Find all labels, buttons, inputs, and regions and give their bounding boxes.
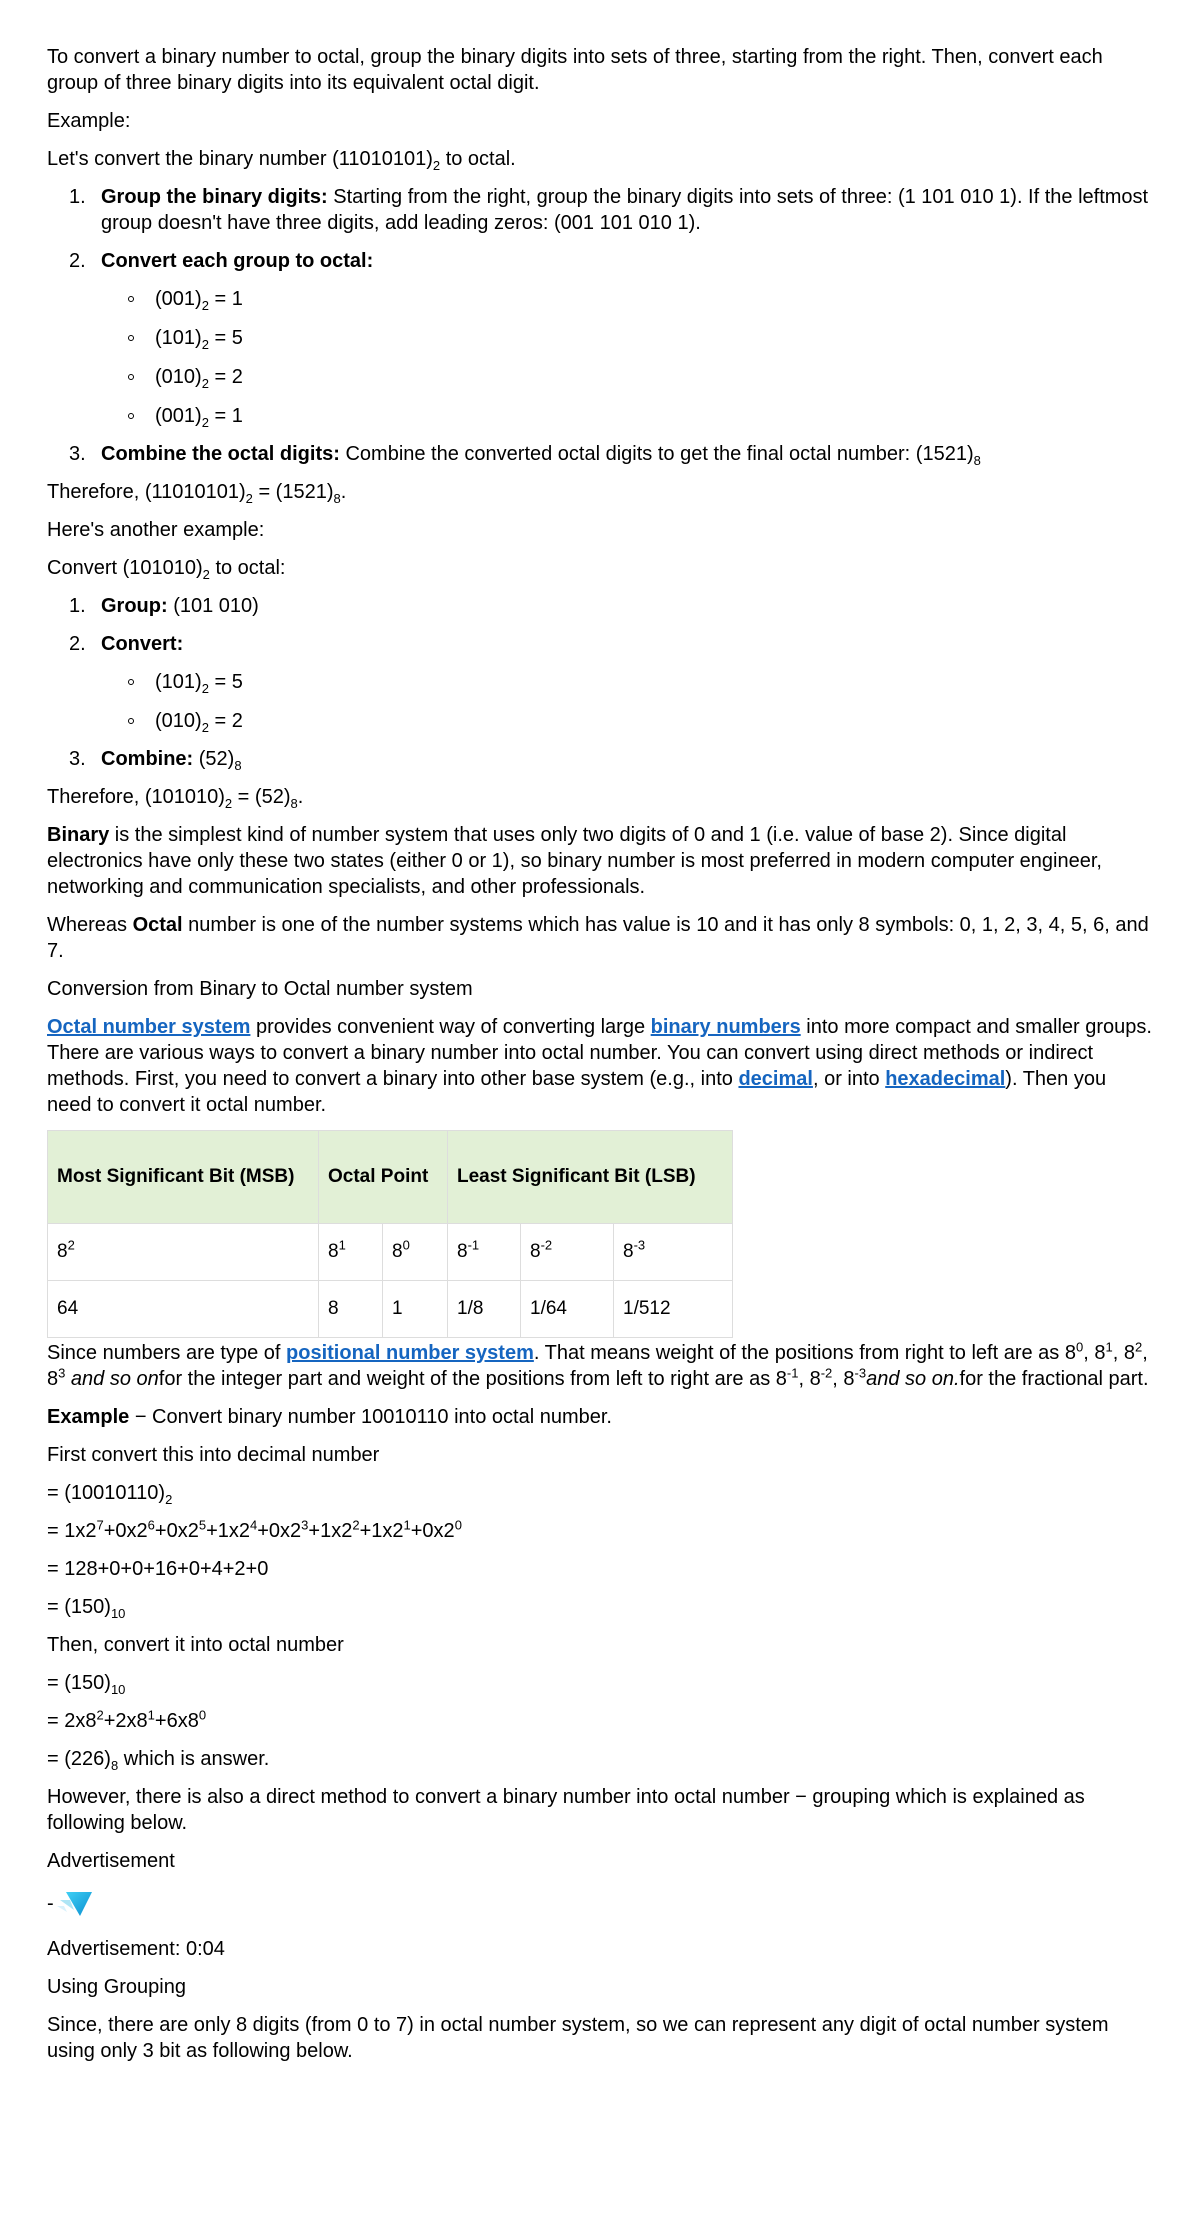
binary-paragraph: Binary is the simplest kind of number system that uses only two digits of 0 and 1 (i.e. value of base 2). Since digital electronics have only these two states (either 0 or 1), so binary number is most preferred in modern computer engineer, networking and communication specialists, and other professionals. — [47, 824, 1102, 898]
example1-steps — [47, 184, 1152, 467]
table-header-msb: Most Significant Bit (MSB) — [48, 1131, 319, 1224]
table-cell: 8 — [319, 1281, 383, 1338]
then-convert-text: Then, convert it into octal number — [47, 1634, 344, 1656]
bullet-icon — [128, 718, 134, 724]
table-cell: $8^2$ — [48, 1224, 319, 1281]
step-number: 3. — [69, 748, 86, 770]
step-number: 1. — [69, 595, 86, 617]
octal-number-system-link[interactable]: Octal number system — [47, 1016, 251, 1038]
calc-line: = $2x8^2+2x8^1+6x8^0$ — [47, 1707, 207, 1732]
calc-line: = $1x2^7+0x2^6+0x2^5+1x2^4+0x2^3+1x2^2+1x2^1+0x2^0$ — [47, 1517, 462, 1542]
subscript: 2 — [432, 158, 441, 173]
grouping-paragraph: Since, there are only 8 digits (from 0 to 7) in octal number system, so we can represent any digit of octal number system using only 3 bit as following below. — [47, 2014, 1109, 2062]
conversion-heading: Conversion from Binary to Octal number system — [47, 978, 473, 1000]
list-item: $(101)_2 = 5$ — [101, 325, 1152, 351]
example1-step-convert — [47, 248, 1152, 429]
step-title: Convert: — [101, 633, 184, 655]
octal-paragraph: Whereas Octal number is one of the number systems which has value is 10 and it has only 8 symbols: 0, 1, 2, 3, 4, 5, 6, and 7. — [47, 914, 1149, 962]
example1-step-combine — [47, 441, 1152, 467]
step-title: Group: — [101, 595, 168, 617]
ad-logo-icon[interactable] — [54, 1886, 94, 1922]
list-item: $(001)_2 = 1$ — [101, 286, 1152, 312]
example-heading: Example − Convert binary number 10010110 into octal number. — [47, 1406, 612, 1428]
example2-therefore: Therefore, $(101010)_2 = (52)_8$. — [47, 786, 304, 811]
bullet-icon — [128, 679, 134, 685]
ad-dash: - — [47, 1892, 54, 1915]
table-cell: $8^1$ — [319, 1224, 383, 1281]
however-paragraph: However, there is also a direct method to convert a binary number into octal number − grouping which is explained as following below. — [47, 1786, 1085, 1834]
table-cell: 1 — [383, 1281, 448, 1338]
table-cell: $8^{-2}$ — [521, 1224, 614, 1281]
positional-paragraph: Since numbers are type of positional number system. That means weight of the positions from right to left are as $8^0$, $8^1$, $8^2$, $8^3$ and so onfor the integer part and weight of the positions from left to right are as $8^{-1}$, $8^{-2}$, $8^{-3}and$ so on.for the fractional part. — [47, 1339, 1149, 1390]
bullet-icon — [128, 413, 134, 419]
calc-line: = $(150)_{10}$ — [47, 1672, 126, 1697]
calc-line: = $(150)_{10}$ — [47, 1596, 126, 1621]
step-text: (101 010) — [167, 595, 259, 617]
step-title: Combine: — [101, 748, 194, 770]
step-text: Combine the converted octal digits to get the final octal number: (1521) — [339, 443, 974, 465]
example2-step-convert — [47, 631, 1152, 734]
group-list — [101, 286, 1152, 429]
list-item: $(010)_2 = 2$ — [101, 708, 1152, 734]
subscript: 8 — [973, 453, 981, 468]
step-text: (52) — [193, 748, 235, 770]
using-grouping-heading: Using Grouping — [47, 1976, 186, 1998]
hexadecimal-link[interactable]: hexadecimal — [885, 1068, 1006, 1090]
positional-number-system-link[interactable]: positional number system — [286, 1342, 534, 1364]
list-item: $(010)_2 = 2$ — [101, 364, 1152, 390]
first-convert-text: First convert this into decimal number — [47, 1444, 380, 1466]
step-title: Convert each group to octal: — [101, 250, 374, 272]
table-cell: $8^{-3}$ — [614, 1224, 733, 1281]
calc-line: = 128+0+0+16+0+4+2+0 — [47, 1558, 269, 1580]
calc-line: = $(226)_8$ which is answer. — [47, 1748, 270, 1773]
example1-therefore: Therefore, $(11010101)_2 = (1521)_8$. — [47, 481, 347, 506]
table-row — [48, 1281, 733, 1338]
example1-lead — [47, 146, 1152, 172]
list-item: $(101)_2 = 5$ — [101, 669, 1152, 695]
table-header-octal-point: Octal Point — [319, 1131, 448, 1224]
example-label: Example: — [47, 110, 131, 132]
bullet-icon — [128, 335, 134, 341]
example1-step-group — [47, 184, 1152, 236]
binary-numbers-link[interactable]: binary numbers — [650, 1016, 801, 1038]
table-row — [48, 1224, 733, 1281]
links-paragraph: Octal number system provides convenient way of converting large binary numbers into more compact and smaller groups. There are various ways to convert a binary number into octal number. You can convert using direct methods or indirect methods. First, you need to convert a binary into other base system (e.g., into decimal, or into hexadecimal). Then you need to convert it octal number. — [47, 1016, 1152, 1116]
example2-lead: Convert $(101010)_2$ to octal: — [47, 557, 286, 582]
subscript: 8 — [234, 758, 242, 773]
another-example-label: Here's another example: — [47, 519, 265, 541]
step-number: 3. — [69, 443, 86, 465]
list-item: $(001)_2 = 1$ — [101, 403, 1152, 429]
example1-lead-text: Let's convert the binary number (11010101) — [47, 148, 433, 170]
group-list — [101, 669, 1152, 734]
step-number: 2. — [69, 633, 86, 655]
ad-row[interactable] — [47, 1886, 1152, 1922]
table-cell: 1/512 — [614, 1281, 733, 1338]
step-title: Combine the octal digits: — [101, 443, 340, 465]
table-cell: 1/64 — [521, 1281, 614, 1338]
example1-lead-text: to octal. — [440, 148, 516, 170]
step-text: Starting from the right, group the binary digits into sets of three: (1 101 010 1). If the leftmost group doesn't have three digits, add leading zeros: (001 101 010 1). — [101, 186, 1149, 234]
bullet-icon — [128, 296, 134, 302]
bullet-icon — [128, 374, 134, 380]
intro-paragraph: To convert a binary number to octal, group the binary digits into sets of three, starting from the right. Then, convert each group of three binary digits into its equivalent octal digit. — [47, 46, 1103, 94]
table-cell: 1/8 — [448, 1281, 521, 1338]
ad-timer: Advertisement: 0:04 — [47, 1938, 225, 1960]
decimal-link[interactable]: decimal — [738, 1068, 813, 1090]
calc-line: = $(10010110)_2$ — [47, 1482, 173, 1507]
example2-step-combine — [47, 746, 1152, 772]
table-cell: $8^{-1}$ — [448, 1224, 521, 1281]
table-cell: $8^0$ — [383, 1224, 448, 1281]
example2-step-group — [47, 593, 1152, 619]
table-header-row — [48, 1131, 733, 1224]
weights-table — [47, 1130, 733, 1338]
step-number: 1. — [69, 186, 86, 208]
table-cell: 64 — [48, 1281, 319, 1338]
table-header-lsb: Least Significant Bit (LSB) — [448, 1131, 733, 1224]
step-number: 2. — [69, 250, 86, 272]
advertisement-label: Advertisement — [47, 1850, 175, 1872]
example2-steps — [47, 593, 1152, 772]
step-title: Group the binary digits: — [101, 186, 328, 208]
